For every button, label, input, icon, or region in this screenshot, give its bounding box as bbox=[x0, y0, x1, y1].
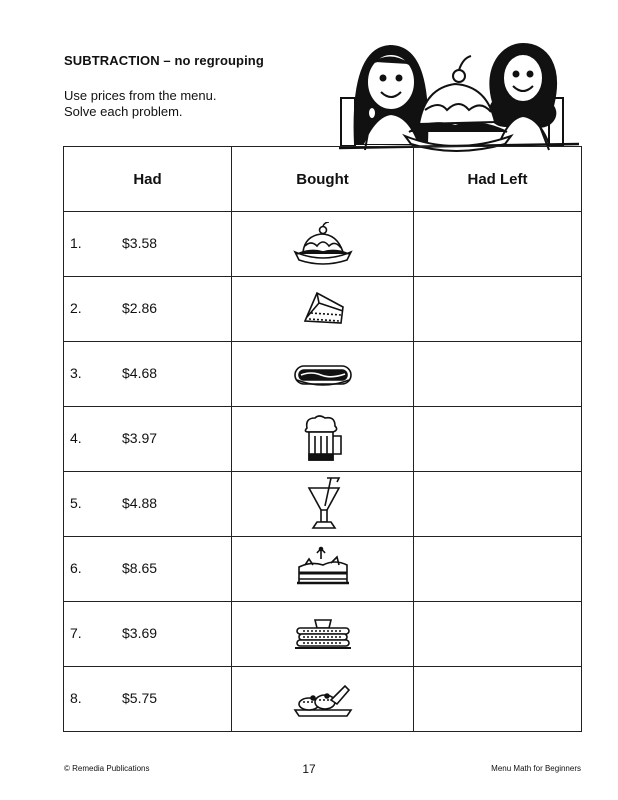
root-beer-mug-icon bbox=[291, 414, 355, 464]
bought-cell bbox=[232, 212, 414, 277]
table-row bbox=[64, 472, 582, 537]
had-left-answer-cell[interactable] bbox=[414, 602, 582, 667]
problem-number: 6. bbox=[70, 560, 82, 576]
had-left-answer-cell[interactable] bbox=[414, 342, 582, 407]
instruction-line: Use prices from the menu. bbox=[64, 88, 217, 103]
chicken-platter-icon bbox=[291, 676, 355, 722]
bought-cell bbox=[232, 342, 414, 407]
had-cell bbox=[64, 537, 232, 602]
bought-cell bbox=[232, 537, 414, 602]
milkshake-icon bbox=[291, 476, 355, 532]
column-header-bought: Bought bbox=[232, 147, 414, 212]
table-row bbox=[64, 407, 582, 472]
problem-number: 5. bbox=[70, 495, 82, 511]
sundae-icon bbox=[291, 222, 355, 266]
problem-number: 4. bbox=[70, 430, 82, 446]
table-header-row bbox=[64, 147, 582, 212]
table-row bbox=[64, 667, 582, 732]
bought-cell bbox=[232, 667, 414, 732]
had-amount: $4.88 bbox=[122, 495, 158, 511]
had-cell bbox=[64, 212, 232, 277]
book-title: Menu Math for Beginners bbox=[491, 764, 581, 773]
hotdog-icon bbox=[291, 352, 355, 396]
had-cell bbox=[64, 472, 232, 537]
column-header-had-left: Had Left bbox=[414, 147, 582, 212]
page-number: 17 bbox=[302, 762, 316, 776]
had-cell bbox=[64, 667, 232, 732]
had-left-answer-cell[interactable] bbox=[414, 537, 582, 602]
had-left-answer-cell[interactable] bbox=[414, 667, 582, 732]
had-amount: $8.65 bbox=[122, 560, 158, 576]
table-row bbox=[64, 277, 582, 342]
had-cell bbox=[64, 602, 232, 667]
sandwich-icon bbox=[291, 287, 355, 331]
bought-cell bbox=[232, 602, 414, 667]
column-header-had: Had bbox=[64, 147, 232, 212]
publisher-credit: © Remedia Publications bbox=[64, 764, 150, 773]
problem-number: 7. bbox=[70, 625, 82, 641]
had-amount: $2.86 bbox=[122, 300, 158, 316]
had-left-answer-cell[interactable] bbox=[414, 472, 582, 537]
problem-number: 8. bbox=[70, 690, 82, 706]
had-left-answer-cell[interactable] bbox=[414, 277, 582, 342]
had-left-answer-cell[interactable] bbox=[414, 212, 582, 277]
had-amount: $5.75 bbox=[122, 690, 158, 706]
girls-with-sundae-illustration bbox=[335, 40, 583, 152]
table-row bbox=[64, 342, 582, 407]
table-row bbox=[64, 537, 582, 602]
problem-number: 1. bbox=[70, 235, 82, 251]
had-amount: $3.97 bbox=[122, 430, 158, 446]
had-cell bbox=[64, 342, 232, 407]
bought-cell bbox=[232, 407, 414, 472]
pancakes-icon bbox=[291, 612, 355, 656]
problem-number: 3. bbox=[70, 365, 82, 381]
had-amount: $3.69 bbox=[122, 625, 158, 641]
had-left-answer-cell[interactable] bbox=[414, 407, 582, 472]
worksheet-title: SUBTRACTION – no regrouping bbox=[64, 53, 264, 68]
cake-icon bbox=[291, 545, 355, 593]
table-row bbox=[64, 602, 582, 667]
had-amount: $4.68 bbox=[122, 365, 158, 381]
subtraction-table bbox=[63, 146, 582, 732]
bought-cell bbox=[232, 277, 414, 342]
had-cell bbox=[64, 277, 232, 342]
table-row bbox=[64, 212, 582, 277]
had-cell bbox=[64, 407, 232, 472]
instruction-line: Solve each problem. bbox=[64, 104, 183, 119]
instructions bbox=[64, 88, 216, 120]
had-amount: $3.58 bbox=[122, 235, 158, 251]
bought-cell bbox=[232, 472, 414, 537]
problem-number: 2. bbox=[70, 300, 82, 316]
